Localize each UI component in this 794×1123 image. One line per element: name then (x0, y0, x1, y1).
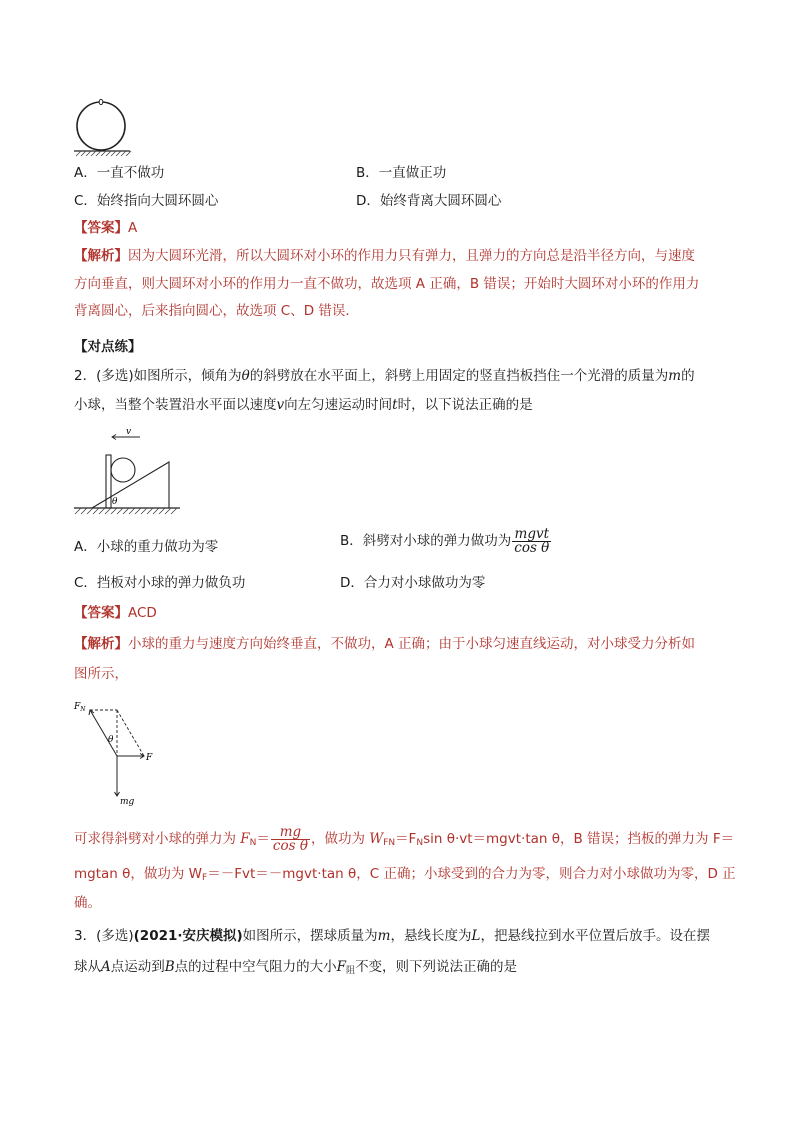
text: 不变，则下列说法正确的是 (355, 959, 518, 975)
text: 如图所示，摆球质量为 (242, 928, 378, 944)
q1-option-b: B．一直做正功 (356, 165, 447, 181)
fraction (271, 823, 310, 854)
point-a-symbol: A (101, 959, 111, 975)
ground-hatch (76, 151, 131, 156)
text: 点运动到 (110, 959, 165, 975)
ball (111, 458, 135, 482)
fn-label: $F_N$ (74, 702, 86, 713)
q2-result-line-2 (74, 864, 736, 888)
text: 球从 (74, 959, 101, 975)
q2-analysis-line-1 (74, 634, 695, 654)
q1-option-d: D．始终背离大圆环圆心 (356, 193, 502, 209)
mg-label: mg (120, 797, 135, 807)
text: 的斜劈放在水平面上，斜劈上用固定的竖直挡板挡住一个光滑的质量为 (249, 368, 669, 384)
subscript: N (249, 838, 257, 848)
text: mgtan θ，做功为 W (74, 866, 203, 882)
text: sin θ·vt＝mgvt·tan θ，B 错误；挡板的弹力为 F＝ (423, 831, 735, 847)
text: 向左匀速运动时间 (284, 397, 393, 413)
fraction-denominator: cos θ (514, 539, 550, 556)
force-diagram (72, 698, 172, 808)
wedge (92, 462, 169, 508)
force-symbol: F (336, 959, 347, 975)
q3-stem-line-2 (74, 957, 517, 981)
dashed-diagonal (117, 710, 144, 756)
fraction-denominator: cos θ (272, 837, 308, 854)
text: 的 (681, 368, 695, 384)
large-ring (77, 102, 125, 150)
analysis-text: 小球的重力与速度方向始终垂直，不做功，A 正确；由于小球匀速直线运动，对小球受力分析如 (128, 636, 696, 652)
q2-option-d: D．合力对小球做功为零 (340, 575, 486, 591)
baffle (106, 455, 111, 508)
analysis-label: 【解析】 (74, 636, 128, 652)
text: 可求得斜劈对小球的弹力为 (74, 831, 241, 847)
text: ，把悬线拉到水平位置后放手。设在摆 (480, 928, 710, 944)
mass-symbol: m (668, 368, 682, 384)
section-heading: 【对点练】 (74, 339, 142, 355)
q1-analysis-line-2: 方向垂直，则大圆环对小环的作用力一直不做功，故选项 A 正确，B 错误；开始时大圆环对小环的作用力 (74, 276, 700, 292)
theta-symbol: θ (241, 368, 250, 384)
q1-option-a: A．一直不做功 (74, 165, 165, 181)
subscript: F (202, 873, 208, 883)
ring-figure (72, 98, 134, 158)
text: B．斜劈对小球的弹力做功为 (340, 533, 512, 549)
q2-stem-line-1 (74, 366, 695, 386)
text: ＝－Fvt＝－mgvt·tan θ，C 正确；小球受到的合力为零，则合力对小球做功为零，D 正 (207, 866, 736, 882)
subscript: FN (383, 838, 396, 848)
f-label: F (146, 753, 153, 763)
theta-label: θ (112, 497, 118, 507)
q2-stem-line-2 (74, 395, 533, 415)
q1-answer (74, 218, 137, 238)
analysis-label: 【解析】 (74, 248, 128, 264)
small-ring (99, 99, 103, 104)
velocity-label: v (126, 427, 132, 437)
q3-stem-line-1 (74, 926, 710, 946)
text: 3．(多选) (74, 928, 134, 944)
fraction-numerator: mg (271, 826, 310, 840)
q2-result-line-1 (74, 824, 734, 858)
length-symbol: L (471, 928, 481, 944)
ground-hatch (75, 508, 177, 514)
source-tag: (2021·安庆模拟) (133, 928, 243, 944)
text: 时，以下说法正确的是 (397, 397, 533, 413)
text: ＝F (395, 831, 417, 847)
theta-label: θ (108, 735, 114, 745)
text: ，做功为 (310, 831, 370, 847)
q1-option-c: C．始终指向大圆环圆心 (74, 193, 219, 209)
mass-symbol: m (377, 928, 391, 944)
text: 小球，当整个装置沿水平面以速度 (74, 397, 277, 413)
q2-option-a: A．小球的重力做功为零 (74, 539, 219, 555)
answer-label: 【答案】 (74, 220, 128, 236)
answer-value: A (128, 220, 138, 236)
time-symbol: t (392, 397, 398, 413)
subscript: N (416, 838, 424, 848)
q2-option-c: C．挡板对小球的弹力做负功 (74, 575, 246, 591)
point-b-symbol: B (164, 959, 175, 975)
fraction (512, 525, 551, 556)
text: 2．(多选)如图所示，倾角为 (74, 368, 242, 384)
text: ＝ (256, 831, 270, 847)
subscript: 阻 (346, 966, 356, 976)
wedge-figure (72, 425, 182, 519)
q2-option-b (340, 526, 552, 556)
q1-analysis-line-1 (74, 246, 695, 266)
fn-arrow (90, 710, 117, 756)
q2-answer (74, 603, 157, 623)
velocity-symbol: v (276, 397, 285, 413)
fraction-numerator: mgvt (512, 528, 551, 542)
symbol: W (369, 831, 384, 847)
q2-analysis-line-2: 图所示， (74, 666, 128, 682)
symbol: F (240, 831, 250, 847)
text: ，悬线长度为 (390, 928, 472, 944)
text: 点的过程中空气阻力的大小 (174, 959, 337, 975)
answer-value: ACD (128, 605, 157, 621)
q1-analysis-line-3: 背离圆心，后来指向圆心，故选项 C、D 错误． (74, 303, 359, 319)
answer-label: 【答案】 (74, 605, 128, 621)
q2-result-line-3: 确。 (74, 895, 101, 911)
analysis-text: 因为大圆环光滑，所以大圆环对小环的作用力只有弹力，且弹力的方向总是沿半径方向，与速度 (128, 248, 695, 264)
